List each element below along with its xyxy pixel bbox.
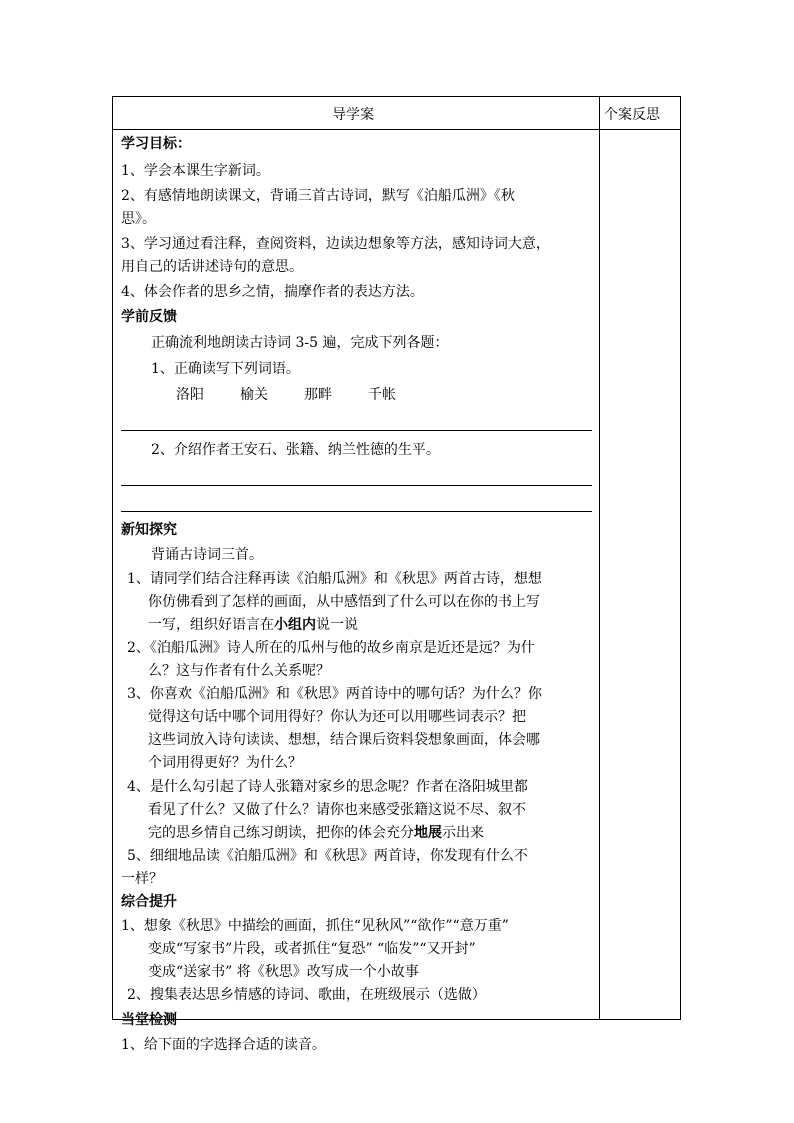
section-improve-title: 综合提升 (121, 894, 177, 910)
section-goals-title: 学习目标： (121, 136, 191, 152)
text-run: 完的思乡情自己练习朗读，把你的体会充分 (148, 825, 414, 841)
goal-item: 3、学习通过看注释，查阅资料，边读边想象等方法，感知诗词大意， (121, 236, 550, 252)
column-divider (599, 97, 600, 1019)
explore-question-4: 4、是什么勾引起了诗人张籍对家乡的思念呢？作者在洛阳城里都 (127, 779, 528, 795)
vocab-word: 千帐 (368, 387, 396, 403)
explore-question-3-cont: 这些词放入诗句读读、想想，结合课后资料袋想象画面，体会哪 (148, 732, 540, 748)
text-run-bold: 小组内 (274, 617, 316, 633)
improve-question-1: 1、想象《秋思》中描绘的画面，抓住“见秋风”“欲作”“意万重” (121, 918, 509, 934)
explore-question-1-cont (148, 615, 358, 635)
header-divider (113, 129, 680, 130)
explore-question-5: 5、细细地品读《泊船瓜洲》和《秋思》两首诗，你发现有什么不 (127, 848, 528, 864)
preview-intro: 正确流利地朗读古诗词 3-5 遍，完成下列各题： (151, 335, 449, 351)
section-preview-title: 学前反馈 (121, 309, 177, 325)
vocab-word: 洛阳 (176, 387, 204, 403)
section-explore-title: 新知探究 (121, 522, 177, 538)
preview-question-1: 1、正确读写下列词语。 (151, 361, 300, 377)
improve-question-2: 2、搜集表达思乡情感的诗词、歌曲，在班级展示（选做） (127, 987, 486, 1003)
improve-question-1-cont: 变成“写家书”片段，或者抓住“复恐” “临发”“又开封” (148, 941, 476, 957)
vocab-word: 那畔 (304, 387, 332, 403)
explore-question-3-cont: 个词用得更好？为什么？ (148, 755, 302, 771)
text-run-bold: 地展 (414, 825, 442, 841)
goal-item: 思》。 (121, 211, 156, 227)
explore-question-2-cont: 么？这与作者有什么关系呢？ (148, 663, 330, 679)
answer-line (121, 485, 592, 486)
improve-question-1-cont: 变成“送家书” 将《秋思》改写成一个小故事 (148, 964, 419, 980)
vocab-word: 榆关 (240, 387, 268, 403)
explore-question-4-cont: 看见了什么？又做了什么？请你也来感受张籍这说不尽、叙不 (148, 802, 526, 818)
goal-item: 4、体会作者的思乡之情，揣摩作者的表达方法。 (121, 284, 424, 300)
check-question-1: 1、给下面的字选择合适的读音。 (121, 1037, 326, 1053)
explore-question-3-cont: 觉得这句话中哪个词用得好？你认为还可以用哪些词表示？把 (148, 709, 526, 725)
explore-question-5-cont: 一样？ (121, 871, 163, 887)
text-run: 说一说 (316, 617, 358, 633)
header-reflection: 个案反思 (604, 107, 660, 123)
preview-question-2: 2、介绍作者王安石、张籍、纳兰性德的生平。 (151, 442, 440, 458)
explore-question-4-cont (148, 823, 484, 843)
explore-question-1: 1、请同学们结合注释再读《泊船瓜洲》和《秋思》两首古诗，想想 (127, 571, 542, 587)
explore-question-1-cont: 你仿佛看到了怎样的画面，从中感悟到了什么可以在你的书上写 (148, 594, 540, 610)
explore-intro: 背诵古诗词三首。 (151, 547, 263, 563)
goal-item: 用自己的话讲述诗句的意思。 (121, 259, 303, 275)
text-run: 示出来 (442, 825, 484, 841)
header-main: 导学案 (332, 107, 374, 123)
worksheet-table (112, 96, 681, 1053)
goal-item: 1、学会本课生字新词。 (121, 163, 270, 179)
explore-question-2: 2、《泊船瓜洲》诗人所在的瓜州与他的故乡南京是近还是远？为什 (127, 640, 535, 656)
explore-question-3: 3、你喜欢《泊船瓜洲》和《秋思》两首诗中的哪句话？为什么？你 (127, 686, 542, 702)
goal-item: 2、有感情地朗读课文，背诵三首古诗词，默写《泊船瓜洲》《秋 (121, 188, 515, 204)
vocab-words (176, 385, 432, 405)
section-check-title: 当堂检测 (121, 1012, 177, 1028)
answer-line (121, 511, 592, 512)
answer-line (121, 430, 592, 431)
text-run: 一写，组织好语言在 (148, 617, 274, 633)
